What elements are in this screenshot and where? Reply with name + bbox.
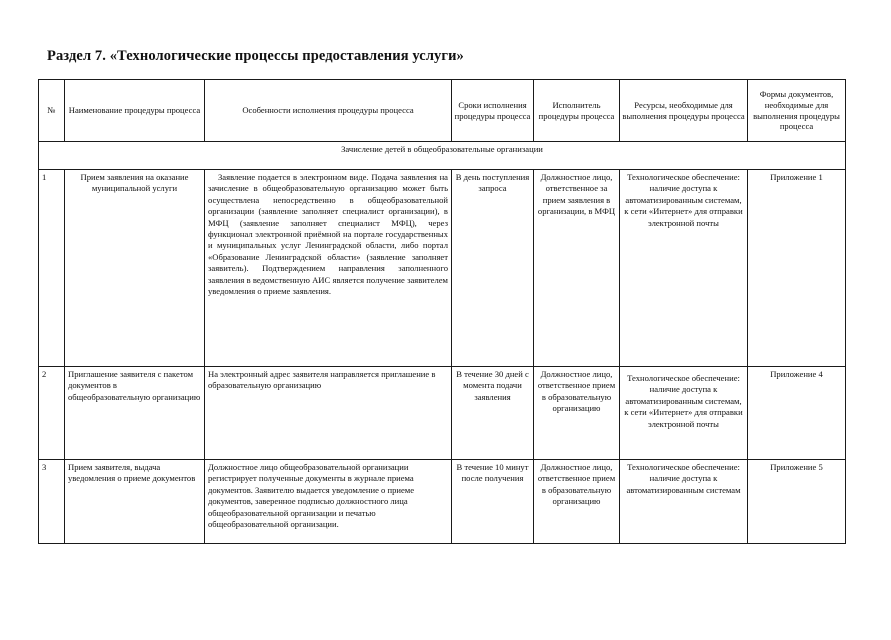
procedure-resources: Технологическое обеспечение: наличие доступа к автоматизированным системам, к сети «Интернет» для отправки электронной почты [620,170,748,367]
header-resources: Ресурсы, необходимые для выполнения процедуры процесса [620,80,748,142]
row-number: 1 [39,170,65,367]
procedure-features: Должностное лицо общеобразовательной организации регистрирует полученные документы в журнале приема документов. Заявителю выдается уведомление о приеме документов, заверенное подписью должностного лица общеобразовательной организации и печатью общеобразовательной организации. [205,460,452,544]
procedure-forms: Приложение 5 [748,460,846,544]
procedure-terms: В течение 10 минут после получения [452,460,534,544]
procedure-name: Прием заявителя, выдача уведомления о приеме документов [65,460,205,544]
procedure-executor: Должностное лицо, ответственное прием в образовательную организацию [534,460,620,544]
table-row [39,460,846,544]
procedure-features: Заявление подается в электронном виде. Подача заявления на зачисление в общеобразовательную организацию может быть осуществлена непосредственно в общеобразовательной организации (заявление заполняет специалист организации), в МФЦ (заявление заполняет специалист МФЦ), через функционал электронной приёмной на портале государственных и муниципальных услуг Ленинградской области, либо портал «Образование Ленинградской области» (заявление заполняет заявитель). Подтверждением направления заполненного заявления в ведомственную АИС является получение заявителем уведомления о приеме заявления. [205,170,452,367]
section-row [39,142,846,170]
row-number: 2 [39,367,65,460]
table-row [39,367,846,460]
procedure-name: Приглашение заявителя с пакетом документов в общеобразовательную организацию [65,367,205,460]
procedure-features: На электронный адрес заявителя направляется приглашение в образовательную организацию [205,367,452,460]
header-name: Наименование процедуры процесса [65,80,205,142]
procedure-terms: В течение 30 дней с момента подачи заявления [452,367,534,460]
procedure-name: Прием заявления на оказание муниципальной услуги [65,170,205,367]
procedure-forms: Приложение 4 [748,367,846,460]
header-executor: Исполнитель процедуры процесса [534,80,620,142]
header-forms: Формы документов, необходимые для выполнения процедуры процесса [748,80,846,142]
process-table [38,79,846,544]
table-row [39,170,846,367]
row-number: 3 [39,460,65,544]
procedure-terms: В день поступления запроса [452,170,534,367]
procedure-executor: Должностное лицо, ответственное прием в образовательную организацию [534,367,620,460]
header-terms: Сроки исполнения процедуры процесса [452,80,534,142]
procedure-forms: Приложение 1 [748,170,846,367]
section-title: Зачисление детей в общеобразовательные организации [39,142,846,170]
page-title: Раздел 7. «Технологические процессы предоставления услуги» [47,48,464,64]
header-features: Особенности исполнения процедуры процесса [205,80,452,142]
header-row [39,80,846,142]
procedure-executor: Должностное лицо, ответственное за прием заявления в организации, в МФЦ [534,170,620,367]
procedure-resources: Технологическое обеспечение: наличие доступа к автоматизированным системам [620,460,748,544]
header-num: № [39,80,65,142]
procedure-resources: Технологическое обеспечение: наличие доступа к автоматизированным системам, к сети «Интернет» для отправки электронной почты [620,367,748,460]
